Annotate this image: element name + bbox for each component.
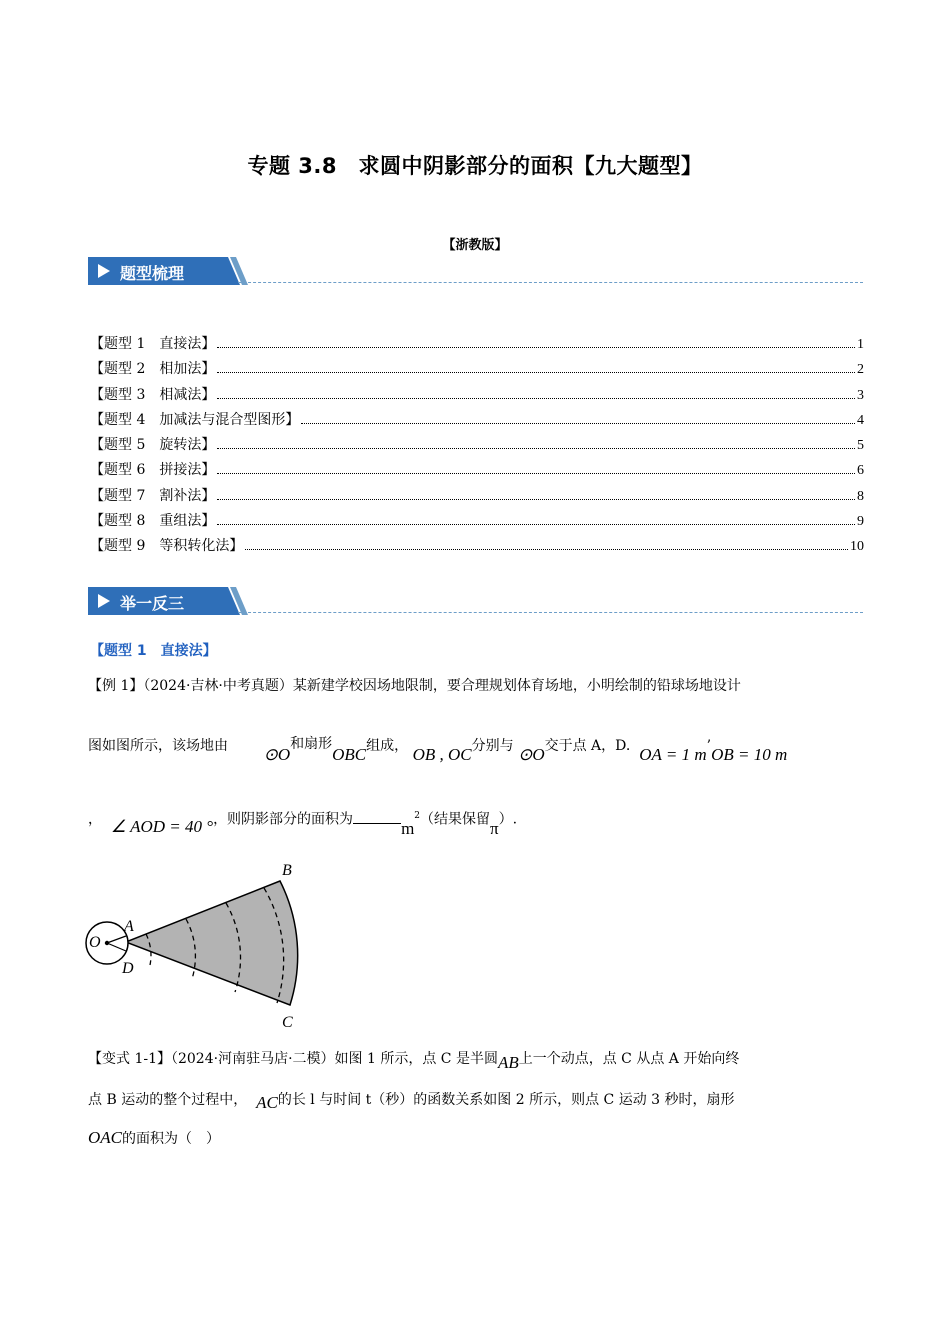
label-b: B — [282, 862, 292, 879]
toc-entry[interactable]: 【题型 8 重组法】 9 — [90, 513, 864, 530]
toc-entry[interactable]: 【题型 5 旋转法】 5 — [90, 437, 864, 454]
toc-entry[interactable]: 【题型 1 直接法】 1 — [90, 336, 864, 352]
variant-line-3: OAC的面积为（ ） — [88, 1128, 220, 1147]
shaded-sector — [126, 881, 298, 1005]
banner-practice-text: 举一反三 — [120, 594, 185, 613]
banner-practice — [88, 587, 863, 615]
toc-entry[interactable]: 【题型 2 相加法】 2 — [90, 361, 864, 378]
section-heading: 【题型 1 直接法】 — [90, 643, 217, 659]
toc-entry[interactable]: 【题型 9 等积转化法】 10 — [90, 538, 864, 555]
example-line-3: ， ∠ AOD = 40 °，则阴影部分的面积为 $m^2$（结果保留π）. — [88, 811, 518, 838]
edition-label: 【浙教版】 — [442, 238, 508, 253]
shot-put-field-figure — [84, 855, 324, 1035]
toc-entry[interactable]: 【题型 6 拼接法】 6 — [90, 462, 864, 479]
toc-entry[interactable]: 【题型 7 割补法】 8 — [90, 487, 864, 504]
label-a: A — [124, 918, 134, 935]
banner-divider — [238, 612, 863, 613]
banner-toc-text: 题型梳理 — [120, 264, 185, 283]
label-d: D — [122, 960, 134, 977]
label-o: O — [89, 934, 101, 951]
label-c: C — [282, 1014, 293, 1031]
variant-line-1: 【变式 1-1】（2024·河南驻马店·二模）如图 1 所示，点 C 是半圆AB上一个动点，点 C 从点 A 开始向终 — [88, 1051, 740, 1072]
variant-line-2: 点 B 运动的整个过程中， AC的长 l 与时间 t（秒）的函数关系如图 2 所示，则点 C 运动 3 秒时，扇形 — [88, 1092, 735, 1112]
page-title: 专题 3.8 求圆中阴影部分的面积【九大题型】 — [247, 154, 703, 178]
answer-blank[interactable] — [353, 811, 401, 824]
table-of-contents — [90, 333, 864, 561]
example-line-2: 图如图所示，该场地由 ⊙O和扇形OBC组成， OB , OC分别与 ⊙O交于点 A，D. OA = 1 m’OB = 10 m — [88, 736, 788, 764]
example-line-1: 【例 1】（2024·吉林·中考真题）某新建学校因场地限制，要合理规划体育场地，小明绘制的铅球场地设计 — [88, 678, 741, 694]
toc-entry[interactable]: 【题型 3 相减法】 3 — [90, 386, 864, 403]
banner-divider — [238, 282, 863, 283]
banner-toc — [88, 257, 863, 285]
toc-entry[interactable]: 【题型 4 加减法与混合型图形】 4 — [90, 411, 864, 428]
